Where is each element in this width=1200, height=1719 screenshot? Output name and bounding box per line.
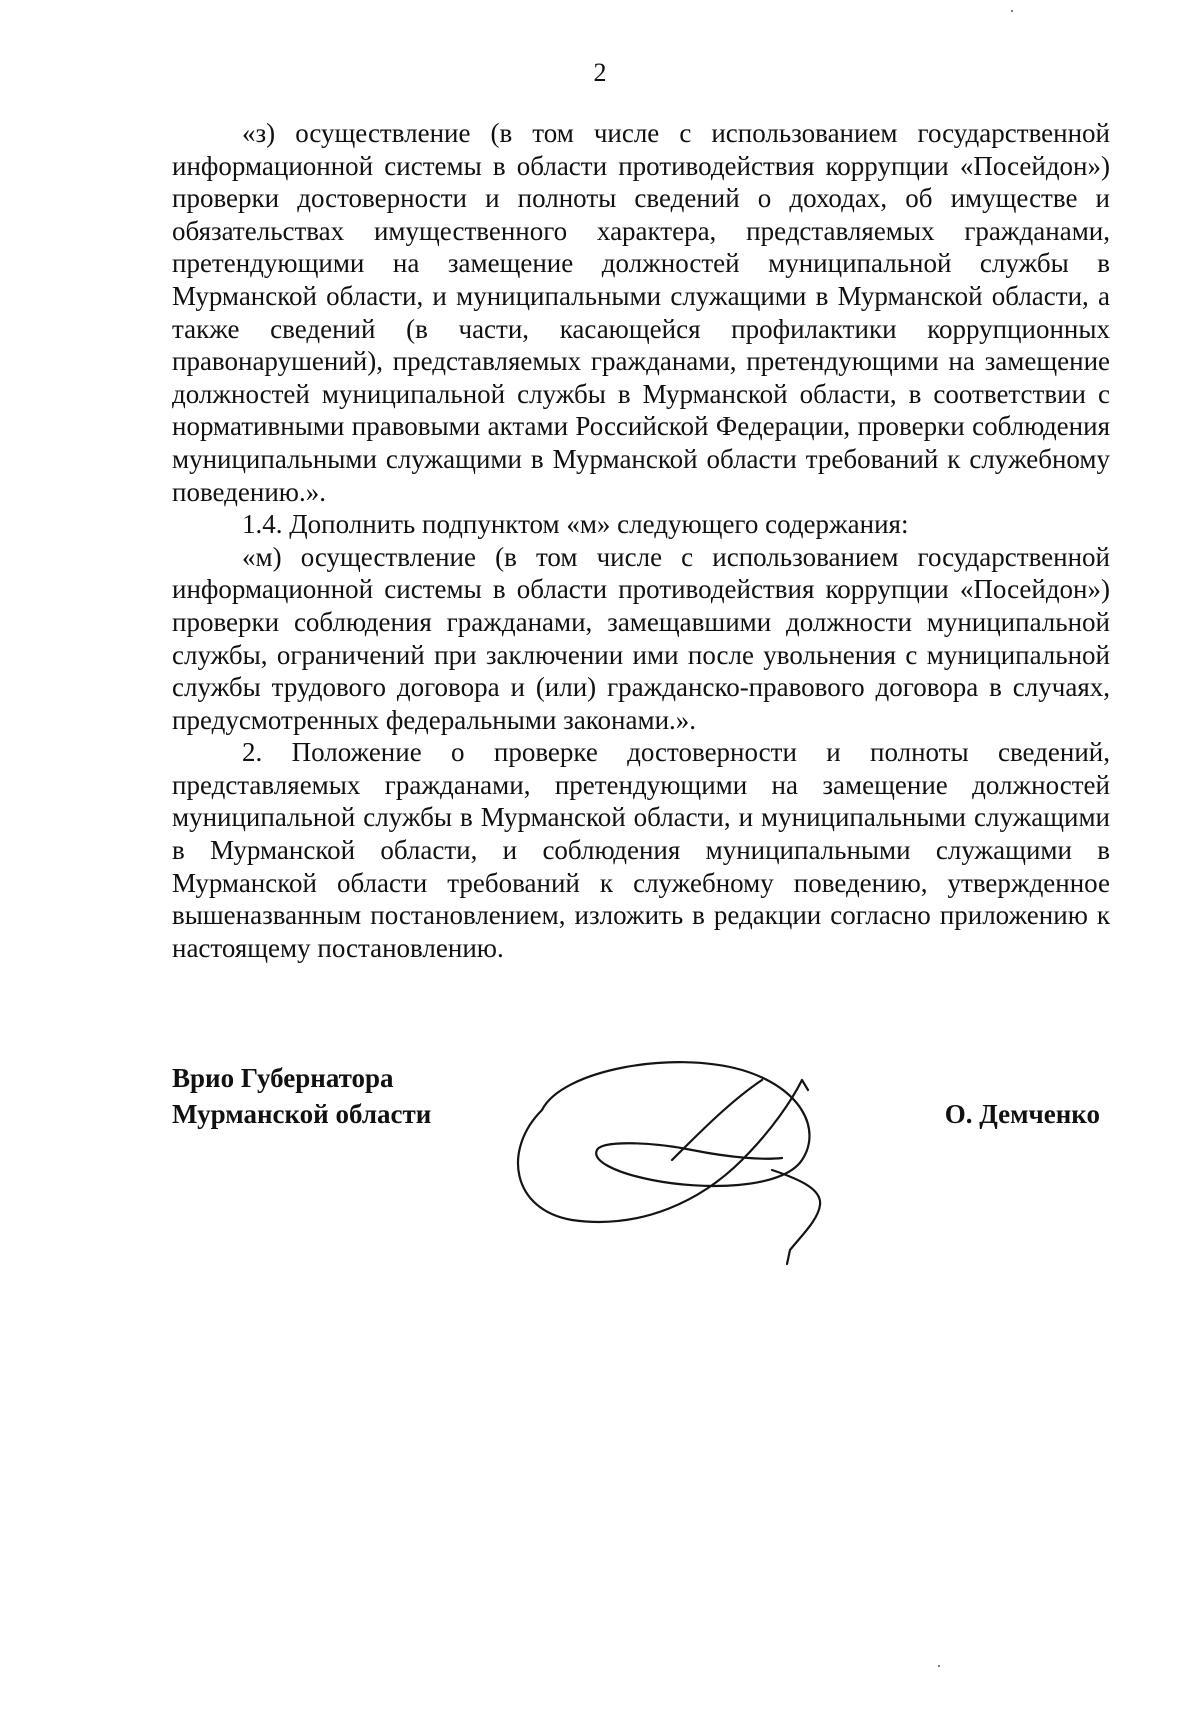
paragraph-subitem-m: «м) осуществление (в том числе с использованием государственной информационной системы в области противодействия коррупции «Посейдон») проверки соблюдения гражданами, замещавшими должности муниципальной службы, ограничений при заключении ими после увольнения с муниципальной службы трудового договора и (или) гражданско-правового договора в случаях, предусмотренных федеральными законами.». (172, 541, 1110, 735)
handwritten-signature-image (502, 1040, 862, 1270)
paragraph-item-2: 2. Положение о проверке достоверности и полноты сведений, представляемых гражданами, претендующими на замещение должностей муниципальной службы в Мурманской области, и муниципальными служащими в Мурманской области, и соблюдения муниципальными служащими в Мурманской области требований к служебному поведению, утвержденное вышеназванным постановлением, изложить в редакции согласно приложению к настоящему постановлению. (172, 737, 1110, 963)
signatory-position-line1: Врио Губернатора (172, 1063, 394, 1093)
document-body (172, 117, 1110, 964)
signatory-position (172, 1060, 431, 1132)
paragraph-item-1-4: 1.4. Дополнить подпунктом «м» следующего содержания: (242, 509, 909, 540)
signatory-name: О. Демченко (944, 1099, 1100, 1129)
paragraph-subitem-z: «з) осуществление (в том числе с использованием государственной информационной системы в области противодействия коррупции «Посейдон») проверки достоверности и полноты сведений о доходах, об имуществе и обязательствах имущественного характера, представляемых гражданами, претендующими на замещение должностей муниципальной службы в Мурманской области, и муниципальными служащими в Мурманской области, а также сведений (в части, касающейся профилактики коррупционных правонарушений), представляемых гражданами, претендующими на замещение должностей муниципальной службы в Мурманской области, в соответствии с нормативными правовыми актами Российской Федерации, проверки соблюдения муниципальными служащими в Мурманской области требований к служебному поведению.». (172, 118, 1110, 507)
signatory-position-line2: Мурманской области (172, 1099, 432, 1129)
page-number: 2 (593, 58, 607, 87)
signature-block (172, 1060, 1110, 1260)
scan-speck (938, 1665, 940, 1667)
scan-speck (1011, 10, 1013, 12)
